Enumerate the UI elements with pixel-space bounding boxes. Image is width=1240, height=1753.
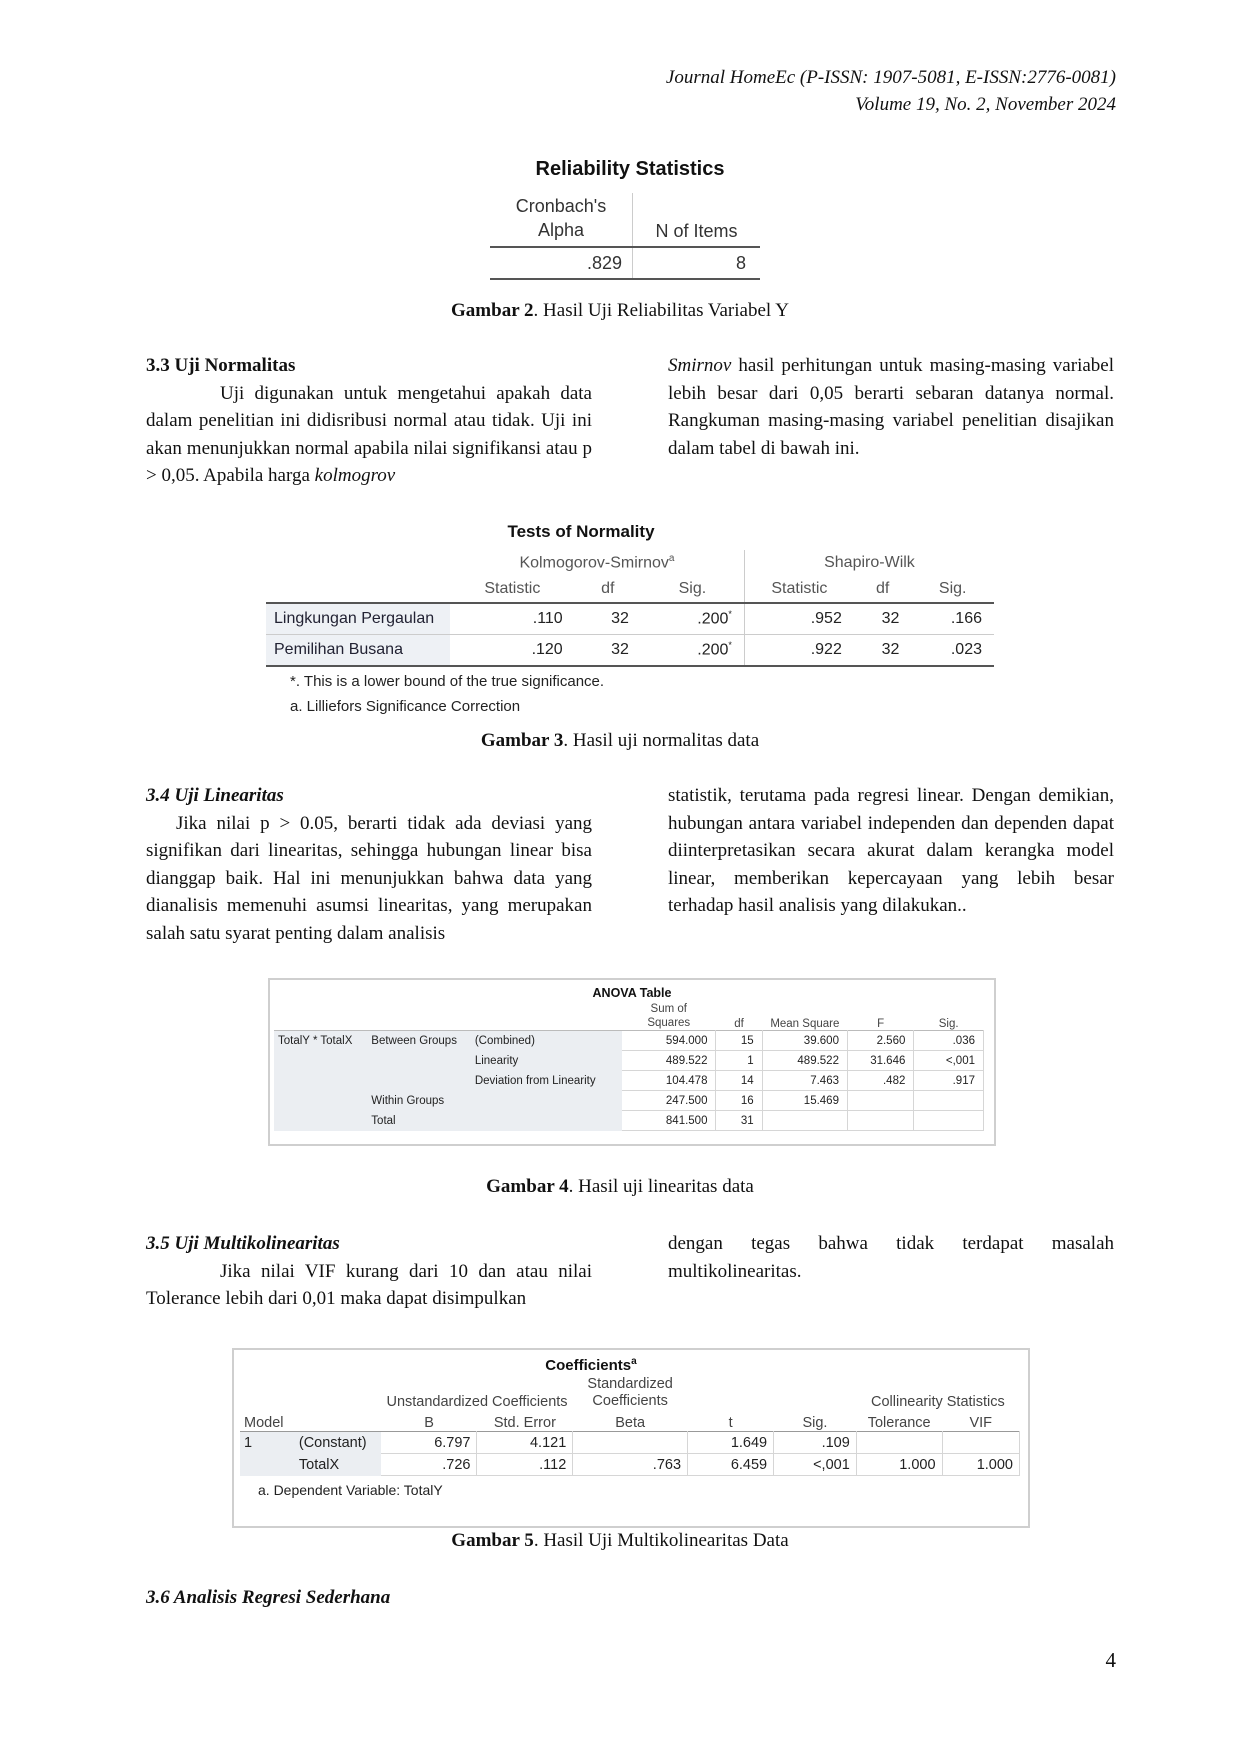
section-3-4-left	[146, 782, 592, 947]
coef-header-b: B	[424, 1415, 434, 1431]
table-cell: .200*	[641, 635, 745, 667]
table-cell: 594.000	[622, 1031, 716, 1051]
table-cell: 489.522	[622, 1051, 716, 1071]
section-3-6	[146, 1584, 592, 1612]
table-cell: 32	[611, 610, 629, 627]
table-cell: 31	[716, 1111, 762, 1131]
section-3-3-left	[146, 352, 592, 490]
section-3-5-right	[668, 1230, 1114, 1285]
coef-model-number: 1	[240, 1432, 295, 1454]
table-cell: 32	[881, 641, 900, 658]
table-row	[274, 1051, 984, 1071]
table-cell: .109	[774, 1432, 857, 1454]
normality-col-header: df	[601, 580, 615, 597]
coef-row-label: (Constant)	[295, 1432, 381, 1454]
table-cell: 14	[716, 1071, 762, 1091]
table-cell: .023	[950, 641, 982, 658]
anova-header-f: F	[877, 1018, 885, 1030]
table-row	[240, 1432, 1020, 1454]
normality-note-2: a. Lilliefors Significance Correction	[290, 698, 521, 715]
normality-group-ks: Kolmogorov-Smirnov$^a$	[450, 550, 744, 576]
section-3-5-paragraph: Jika nilai VIF kurang dari 10 dan atau nilai Tolerance lebih dari 0,01 maka dapat disimpulkan	[146, 1260, 592, 1309]
table-cell: 6.797	[381, 1432, 477, 1454]
section-3-5-paragraph-cont: dengan tegas bahwa tidak terdapat masalah multikolinearitas.	[668, 1233, 1114, 1282]
table-cell: .922	[810, 641, 842, 658]
table-cell: <,001	[774, 1454, 857, 1476]
section-3-5-heading: 3.5 Uji Multikolinearitas	[146, 1233, 340, 1254]
figure-3-caption: Gambar 3. Hasil uji normalitas data	[480, 730, 760, 751]
normality-col-header: df	[875, 580, 890, 597]
reliability-alpha-value: .829	[490, 247, 633, 279]
normality-col-header: Sig.	[938, 580, 967, 597]
reliability-title: Reliability Statistics	[535, 158, 725, 180]
normality-col-header: Statistic	[771, 580, 828, 597]
section-3-4-right	[668, 782, 1114, 920]
journal-title: Journal HomeEc (P-ISSN: 1907-5081, E-ISSN:2776-0081)	[665, 67, 1116, 88]
reliability-table	[490, 158, 770, 280]
anova-total-label: Total	[367, 1111, 621, 1131]
table-cell: 841.500	[622, 1111, 716, 1131]
anova-deviation-label: Deviation from Linearity	[471, 1071, 622, 1091]
anova-header-ms: Mean Square	[770, 1018, 840, 1030]
table-row	[274, 1031, 984, 1051]
section-3-6-heading: 3.6 Analisis Regresi Sederhana	[146, 1587, 391, 1608]
coef-header-unstd: Unstandardized Coefficients	[386, 1394, 568, 1410]
table-cell: 7.463	[762, 1071, 847, 1091]
coef-header-se: Std. Error	[493, 1415, 556, 1431]
coefficients-title: Coefficients$^a$	[545, 1356, 637, 1374]
section-3-3-paragraph: Uji digunakan untuk mengetahui apakah data dalam penelitian ini didisribusi normal atau tidak. Uji ini akan menunjukkan normal apabila nilai signifikansi atau p > 0,05. Apabila harga kolmogrov	[146, 382, 592, 486]
table-row	[266, 635, 994, 667]
coef-row-label: TotalX	[295, 1454, 381, 1476]
reliability-header-items: N of Items	[655, 221, 738, 241]
coefficients-grid	[240, 1376, 1020, 1476]
table-cell: 1	[716, 1051, 762, 1071]
anova-title: ANOVA Table	[592, 986, 672, 1000]
coefficients-note: a. Dependent Variable: TotalY	[258, 1482, 443, 1498]
figure-2-caption: Gambar 2. Hasil Uji Reliabilitas Variabel Y	[451, 300, 789, 321]
anova-header-ss: Sum of Squares	[647, 1003, 691, 1029]
table-cell: .726	[381, 1454, 477, 1476]
table-cell: .036	[914, 1031, 984, 1051]
table-cell: .166	[950, 610, 982, 627]
table-cell: 1.000	[942, 1454, 1019, 1476]
table-cell: 32	[611, 641, 629, 658]
section-3-3-paragraph-cont: Smirnov hasil perhitungan untuk masing-masing variabel lebih besar dari 0,05 berarti sebaran datanya normal. Rangkuman masing-masing variabel penelitian disajikan dalam tabel di bawah ini.	[668, 355, 1114, 459]
row-label: Pemilihan Busana	[266, 635, 450, 667]
table-cell: 15.469	[762, 1091, 847, 1111]
coef-header-tolerance: Tolerance	[867, 1415, 931, 1431]
journal-header	[666, 64, 1116, 118]
table-cell: .120	[531, 641, 563, 658]
anova-linearity-label: Linearity	[471, 1051, 622, 1071]
coef-header-vif: VIF	[969, 1415, 993, 1431]
page-number: 4	[1105, 1648, 1116, 1672]
table-cell: .200*	[641, 603, 745, 635]
section-3-4-paragraph-cont: statistik, terutama pada regresi linear. Dengan demikian, hubungan antara variabel independen dan dependen dapat diinterpretasikan secara akurat dalam kerangka model linear, memberikan kepercayaan yang lebih besar terhadap hasil analisis yang dilakukan..	[668, 785, 1114, 916]
table-cell: .952	[810, 610, 842, 627]
reliability-header-alpha: Cronbach's Alpha	[490, 193, 633, 247]
coef-header-model: Model	[244, 1415, 284, 1431]
anova-between-label: Between Groups	[367, 1031, 471, 1051]
table-row	[266, 603, 994, 635]
anova-within-label: Within Groups	[367, 1091, 621, 1111]
table-row	[240, 1454, 1020, 1476]
normality-col-header: Sig.	[641, 576, 745, 603]
table-cell: <,001	[914, 1051, 984, 1071]
figure-5-caption: Gambar 5. Hasil Uji Multikolinearitas Data	[451, 1530, 789, 1551]
anova-pair-label: TotalY * TotalX	[274, 1031, 367, 1051]
normality-grid	[266, 550, 994, 667]
table-cell	[573, 1432, 688, 1454]
table-cell: 104.478	[622, 1071, 716, 1091]
table-cell: .917	[914, 1071, 984, 1091]
table-cell: .112	[477, 1454, 573, 1476]
anova-combined-label: (Combined)	[471, 1031, 622, 1051]
coef-header-beta: Beta	[615, 1415, 646, 1431]
anova-header-df: df	[734, 1018, 744, 1030]
journal-volume: Volume 19, No. 2, November 2024	[855, 94, 1116, 115]
normality-table	[266, 522, 996, 715]
reliability-items-value: 8	[633, 247, 761, 279]
table-cell: 32	[881, 610, 900, 627]
table-cell: 31.646	[847, 1051, 913, 1071]
table-cell: .482	[847, 1071, 913, 1091]
anova-grid	[274, 1002, 984, 1131]
table-cell: 4.121	[477, 1432, 573, 1454]
table-cell	[856, 1432, 942, 1454]
figure-4-caption: Gambar 4. Hasil uji linearitas data	[486, 1176, 754, 1197]
section-3-5-left	[146, 1230, 592, 1313]
anova-table	[268, 978, 996, 1146]
coef-header-t: t	[728, 1415, 733, 1431]
table-cell: .763	[573, 1454, 688, 1476]
table-row	[274, 1091, 984, 1111]
table-cell: 489.522	[762, 1051, 847, 1071]
normality-col-header: Statistic	[484, 580, 541, 597]
section-3-4-paragraph: Jika nilai p > 0.05, berarti tidak ada deviasi yang signifikan dari linearitas, sehingga hubungan linear bisa dianggap baik. Hal ini menunjukkan bahwa data yang dianalisis memenuhi asumsi linearitas, yang merupakan salah satu syarat penting dalam analisis	[146, 812, 592, 944]
normality-title: Tests of Normality	[507, 522, 655, 541]
coef-header-coll: Collinearity Statistics	[871, 1394, 1005, 1410]
table-cell: 247.500	[622, 1091, 716, 1111]
section-3-3-heading: 3.3 Uji Normalitas	[146, 355, 296, 376]
table-row	[274, 1071, 984, 1091]
coef-header-sig: Sig.	[802, 1415, 828, 1431]
row-label: Lingkungan Pergaulan	[266, 603, 450, 635]
section-3-4-heading: 3.4 Uji Linearitas	[146, 785, 284, 806]
table-cell	[942, 1432, 1019, 1454]
table-cell: 15	[716, 1031, 762, 1051]
normality-group-sw: Shapiro-Wilk	[824, 554, 915, 571]
reliability-grid	[490, 193, 760, 280]
table-cell: 2.560	[847, 1031, 913, 1051]
table-cell: 16	[716, 1091, 762, 1111]
section-3-3-right	[668, 352, 1114, 462]
table-row	[274, 1111, 984, 1131]
anova-header-sig: Sig.	[938, 1018, 959, 1030]
table-cell: 1.649	[688, 1432, 774, 1454]
table-cell: .110	[532, 610, 563, 627]
normality-note-1: *. This is a lower bound of the true significance.	[290, 673, 605, 690]
coefficients-table	[232, 1348, 1030, 1528]
table-cell: 39.600	[762, 1031, 847, 1051]
table-cell: 1.000	[856, 1454, 942, 1476]
table-cell: 6.459	[688, 1454, 774, 1476]
coef-header-std: Standardized Coefficients	[587, 1376, 673, 1409]
